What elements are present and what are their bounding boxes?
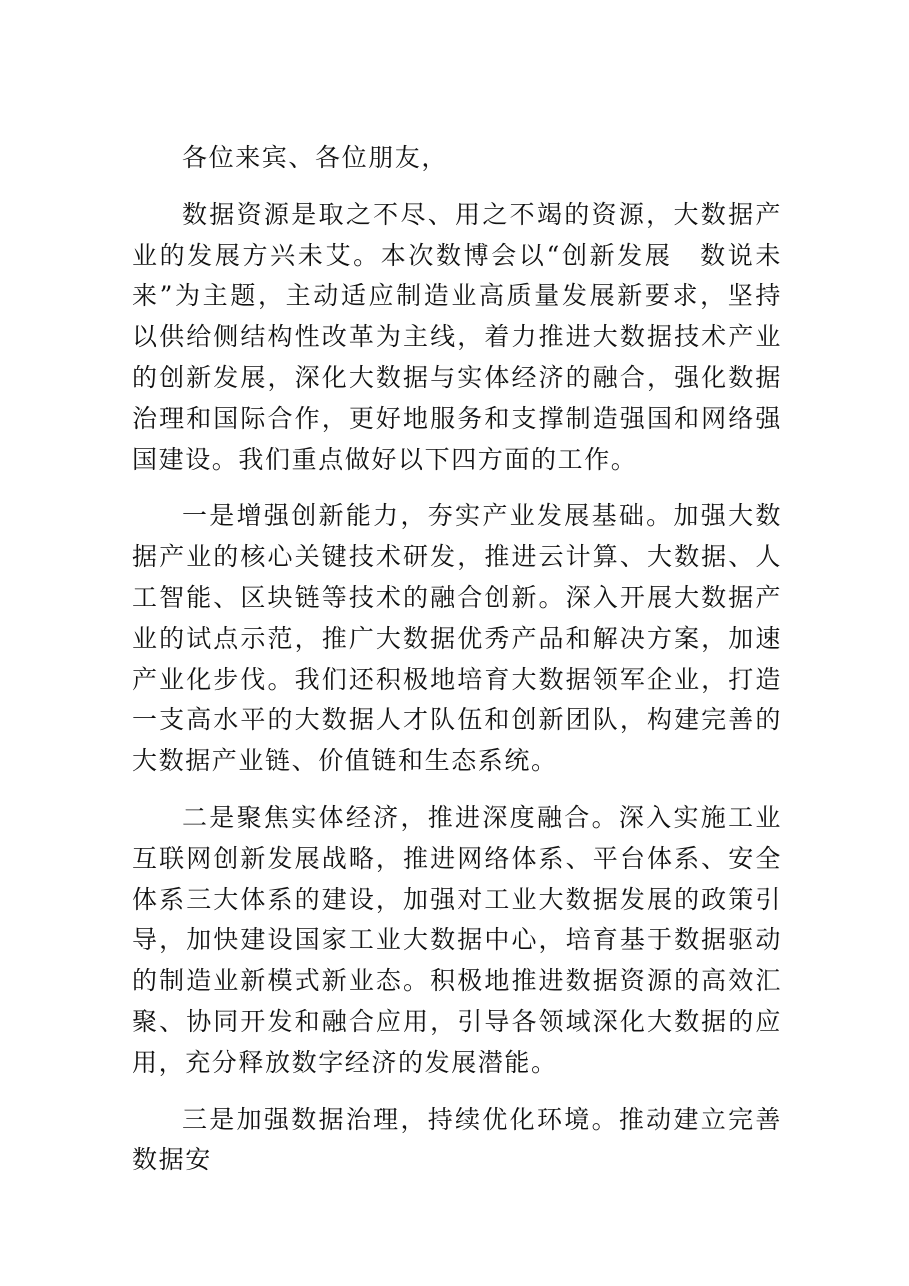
intro-paragraph: 数据资源是取之不尽、用之不竭的资源，大数据产业的发展方兴未艾。本次数博会以“创新发展 数说未来”为主题，主动适应制造业高质量发展新要求，坚持以供给侧结构性改革为主线，着力推进大数据技术产业的创新发展，深化大数据与实体经济的融合，强化数据治理和国际合作，更好地服务和支撑制造强国和网络强国建设。我们重点做好以下四方面的工作。	[132, 199, 782, 474]
document-body	[132, 138, 782, 1197]
point-three-paragraph: 三是加强数据治理，持续优化环境。推动建立完善数据安	[132, 1104, 782, 1175]
point-one-paragraph: 一是增强创新能力，夯实产业发展基础。加强大数据产业的核心关键技术研发，推进云计算、大数据、人工智能、区块链等技术的融合创新。深入开展大数据产业的试点示范，推广大数据优秀产品和解决方案，加速产业化步伐。我们还积极地培育大数据领军企业，打造一支高水平的大数据人才队伍和创新团队，构建完善的大数据产业链、价值链和生态系统。	[132, 501, 782, 776]
salutation-paragraph: 各位来宾、各位朋友，	[182, 143, 449, 172]
point-two-paragraph: 二是聚焦实体经济，推进深度融合。深入实施工业互联网创新发展战略，推进网络体系、平台体系、安全体系三大体系的建设，加强对工业大数据发展的政策引导，加快建设国家工业大数据中心，培育基于数据驱动的制造业新模式新业态。积极地推进数据资源的高效汇聚、协同开发和融合应用，引导各领域深化大数据的应用，充分释放数字经济的发展潜能。	[132, 802, 782, 1077]
